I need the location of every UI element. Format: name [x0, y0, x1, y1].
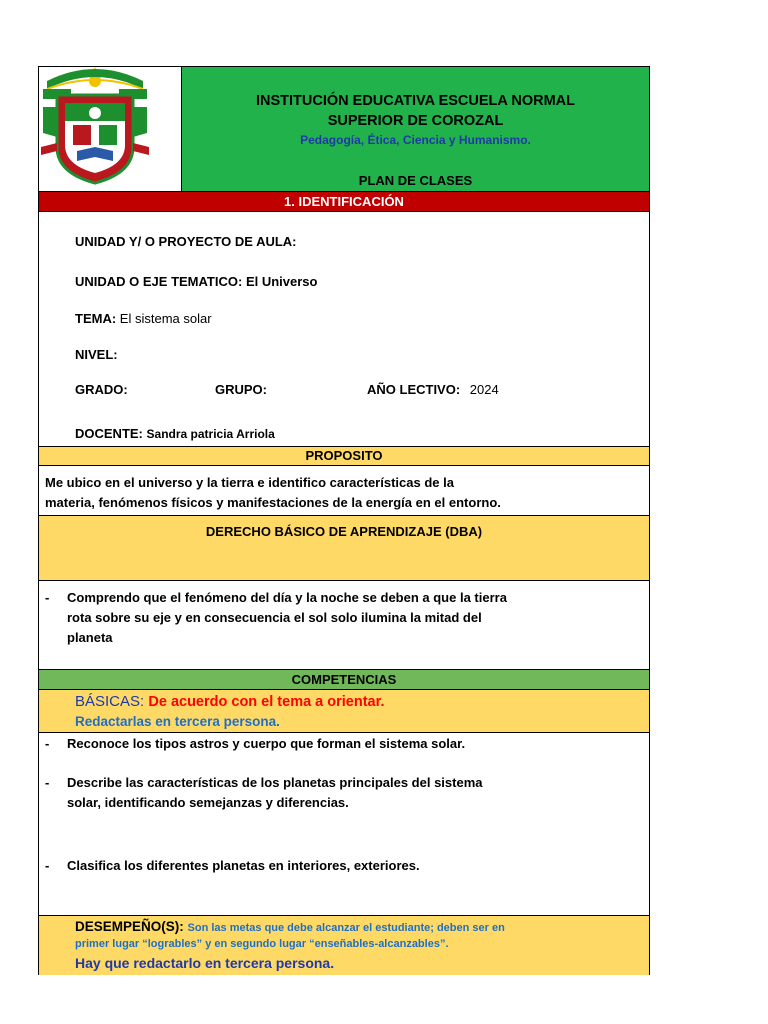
competencia-2-dash: -: [45, 775, 50, 790]
competencia-3-line-1: Clasifica los diferentes planetas en interiores, exteriores.: [67, 858, 420, 873]
dba-dash: -: [45, 590, 50, 605]
proposito-line-1: Me ubico en el universo y la tierra e identifico características de la: [45, 475, 454, 490]
unidad-proyecto-label: UNIDAD Y/ O PROYECTO DE AULA:: [75, 234, 297, 249]
competencia-2-text: [67, 773, 483, 813]
lesson-plan-document: [38, 66, 650, 975]
competencia-1-dash: -: [45, 736, 50, 751]
anio-lectivo-value: 2024: [469, 382, 499, 397]
desempenos-note-line-1: Son las metas que debe alcanzar el estudiante; deben ser en: [187, 922, 505, 934]
dba-header: [39, 515, 649, 581]
dba-text: [67, 588, 507, 648]
docente-label: DOCENTE:: [75, 426, 143, 441]
dba-item: [45, 588, 645, 650]
tema-label: TEMA:: [75, 311, 117, 326]
school-crest-logo: [39, 67, 182, 191]
nivel-label: NIVEL:: [75, 347, 118, 362]
tema-field: [75, 311, 212, 326]
desempenos-label: DESEMPEÑO(S):: [75, 919, 184, 934]
institution-name: [182, 91, 649, 131]
logo-cell: [39, 67, 182, 191]
competencia-item-2: [45, 773, 645, 813]
competencia-2-line-2: solar, identificando semejanzas y diferencias.: [67, 795, 349, 810]
dba-line-2: rota sobre su eje y en consecuencia el sol solo ilumina la mitad del: [67, 610, 482, 625]
unidad-proyecto-field: [75, 234, 297, 249]
anio-lectivo-label: AÑO LECTIVO:: [367, 382, 461, 397]
basicas-label: BÁSICAS:: [75, 693, 145, 710]
dba-title: DERECHO BÁSICO DE APRENDIZAJE (DBA): [205, 524, 483, 539]
grupo-field: [215, 382, 267, 397]
institution-line-1: INSTITUCIÓN EDUCATIVA ESCUELA NORMAL: [256, 93, 575, 109]
proposito-line-2: materia, fenómenos físicos y manifestaciones de la energía en el entorno.: [45, 495, 501, 510]
grado-field: [75, 382, 128, 397]
grado-label: GRADO:: [75, 382, 128, 397]
competencia-item-1: [45, 734, 645, 754]
identification-section-title: 1. IDENTIFICACIÓN: [39, 191, 649, 212]
institution-line-2: SUPERIOR DE COROZAL: [327, 113, 504, 129]
docente-field: [75, 426, 275, 441]
dba-line-3: planeta: [67, 630, 113, 645]
desempenos-redactar: Hay que redactarlo en tercera persona.: [75, 955, 335, 971]
unidad-eje-value: El Universo: [245, 274, 318, 289]
competencia-item-3: [45, 856, 645, 876]
nivel-field: [75, 347, 118, 362]
proposito-title: PROPOSITO: [39, 446, 649, 466]
unidad-eje-label: UNIDAD O EJE TEMATICO:: [75, 274, 243, 289]
competencia-3-dash: -: [45, 858, 50, 873]
competencias-title: COMPETENCIAS: [39, 669, 649, 690]
plan-title: PLAN DE CLASES: [358, 173, 473, 188]
institution-header: [182, 67, 649, 191]
competencia-1-line-1: Reconoce los tipos astros y cuerpo que forman el sistema solar.: [67, 736, 466, 751]
desempenos-note-line-2: primer lugar “logrables” y en segundo lugar “enseñables-alcanzables”.: [75, 938, 449, 950]
anio-lectivo-field: [367, 382, 499, 397]
dba-line-1: Comprendo que el fenómeno del día y la noche se deben a que la tierra: [67, 590, 507, 605]
docente-value: Sandra patricia Arriola: [146, 427, 275, 441]
institution-motto: Pedagogía, Ética, Ciencia y Humanismo.: [300, 133, 531, 147]
proposito-text: [39, 473, 649, 513]
tema-value: El sistema solar: [119, 311, 212, 326]
desempenos-box: [39, 915, 649, 975]
unidad-eje-field: [75, 274, 317, 289]
basicas-box: [39, 690, 649, 733]
competencia-2-line-1: Describe las características de los planetas principales del sistema: [67, 775, 483, 790]
redactar-note: Redactarlas en tercera persona.: [75, 714, 280, 729]
grupo-label: GRUPO:: [215, 382, 267, 397]
basicas-note: De acuerdo con el tema a orientar.: [148, 694, 385, 710]
